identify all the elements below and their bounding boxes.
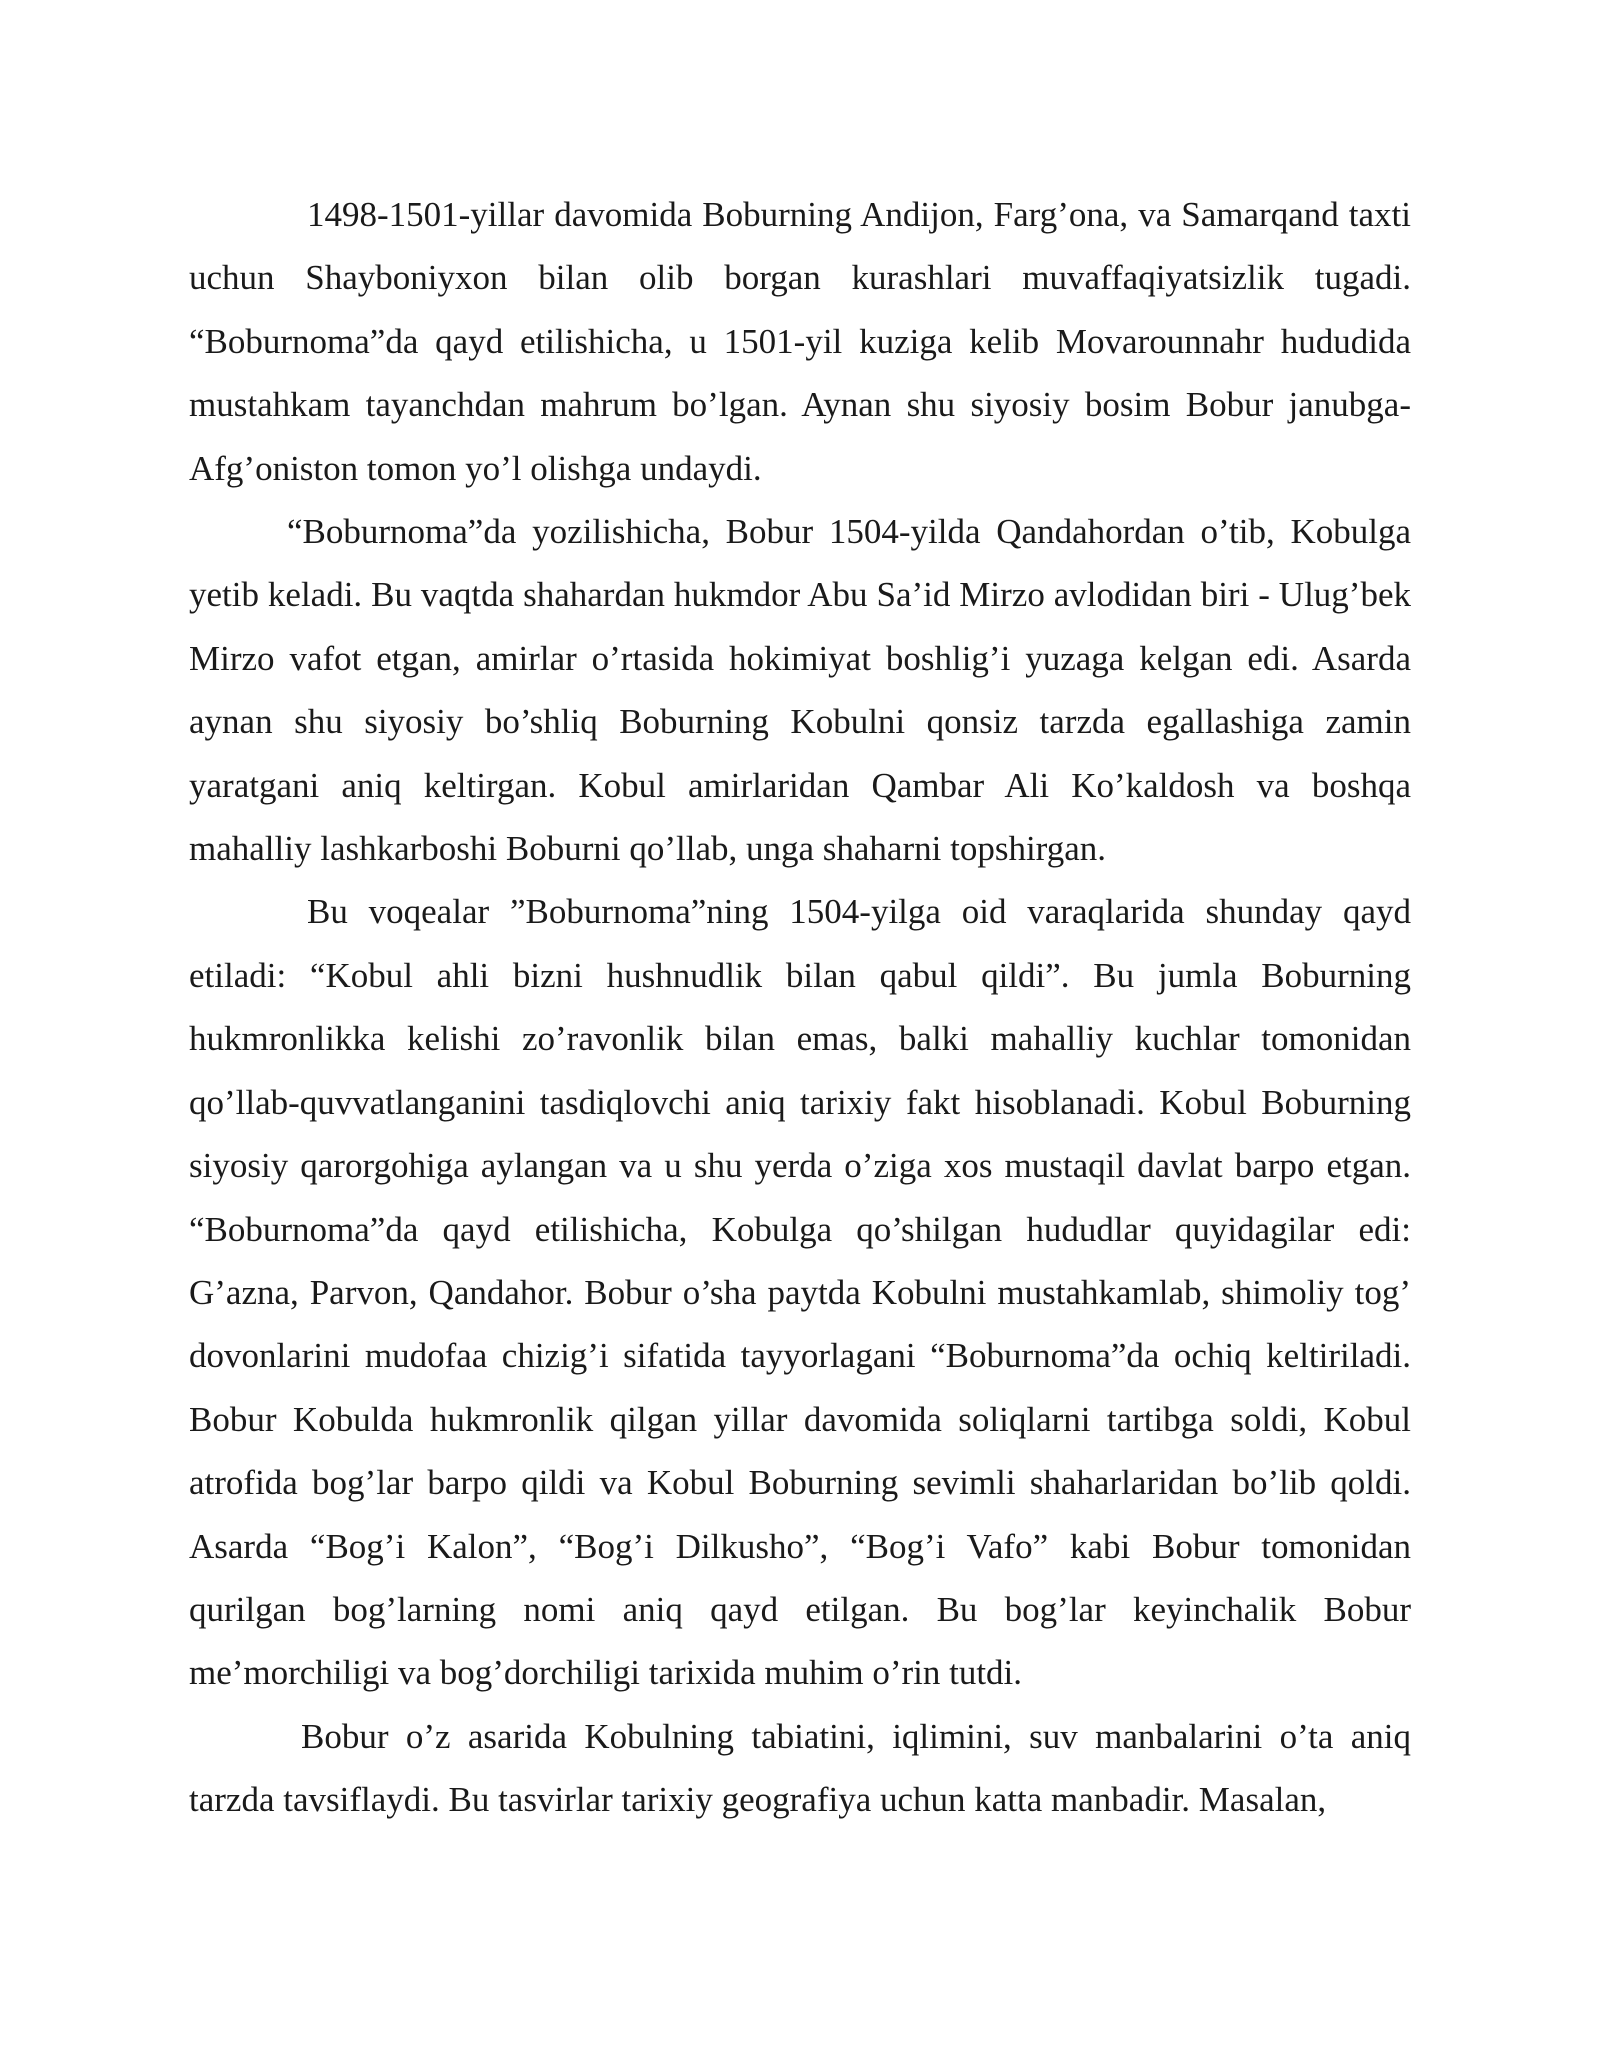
document-body <box>189 183 1411 1832</box>
paragraph-3: Bu voqealar ”Boburnoma”ning 1504-yilga oid varaqlarida shunday qayd etiladi: “Kobul ahli bizni hushnudlik bilan qabul qildi”. Bu jumla Boburning hukmronlikka kelishi zo’ravonlik bilan emas, balki mahalliy kuchlar tomonidan qo’llab-quvvatlanganini tasdiqlovchi aniq tarixiy fakt hisoblanadi. Kobul Boburning siyosiy qarorgohiga aylangan va u shu yerda o’ziga xos mustaqil davlat barpo etgan. “Boburnoma”da qayd etilishicha, Kobulga qo’shilgan hududlar quyidagilar edi: G’azna, Parvon, Qandahor. Bobur o’sha paytda Kobulni mustahkamlab, shimoliy tog’ dovonlarini mudofaa chizig’i sifatida tayyorlagani “Boburnoma”da ochiq keltiriladi. Bobur Kobulda hukmronlik qilgan yillar davomida soliqlarni tartibga soldi, Kobul atrofida bog’lar barpo qildi va Kobul Boburning sevimli shaharlaridan bo’lib qoldi. Asarda “Bog’i Kalon”, “Bog’i Dilkusho”, “Bog’i Vafo” kabi Bobur tomonidan qurilgan bog’larning nomi aniq qayd etilgan. Bu bog’lar keyinchalik Bobur me’morchiligi va bog’dorchiligi tarixida muhim o’rin tutdi. <box>189 892 1411 1693</box>
paragraph-1: 1498-1501-yillar davomida Boburning Andijon, Farg’ona, va Samarqand taxti uchun Shayboniyxon bilan olib borgan kurashlari muvaffaqiyatsizlik tugadi. “Boburnoma”da qayd etilishicha, u 1501-yil kuziga kelib Movarounnahr hududida mustahkam tayanchdan mahrum bo’lgan. Aynan shu siyosiy bosim Bobur janubga-Afg’oniston tomon yo’l olishga undaydi. <box>189 195 1411 488</box>
paragraph-2: “Boburnoma”da yozilishicha, Bobur 1504-yilda Qandahordan o’tib, Kobulga yetib keladi. Bu vaqtda shahardan hukmdor Abu Sa’id Mirzo avlodidan biri - Ulug’bek Mirzo vafot etgan, amirlar o’rtasida hokimiyat boshlig’i yuzaga kelgan edi. Asarda aynan shu siyosiy bo’shliq Boburning Kobulni qonsiz tarzda egallashiga zamin yaratgani aniq keltirgan. Kobul amirlaridan Qambar Ali Ko’kaldosh va boshqa mahalliy lashkarboshi Boburni qo’llab, unga shaharni topshirgan. <box>189 512 1411 869</box>
paragraph-4: Bobur o’z asarida Kobulning tabiatini, iqlimini, suv manbalarini o’ta aniq tarzda tavsiflaydi. Bu tasvirlar tarixiy geografiya uchun katta manbadir. Masalan, <box>189 1716 1411 1820</box>
